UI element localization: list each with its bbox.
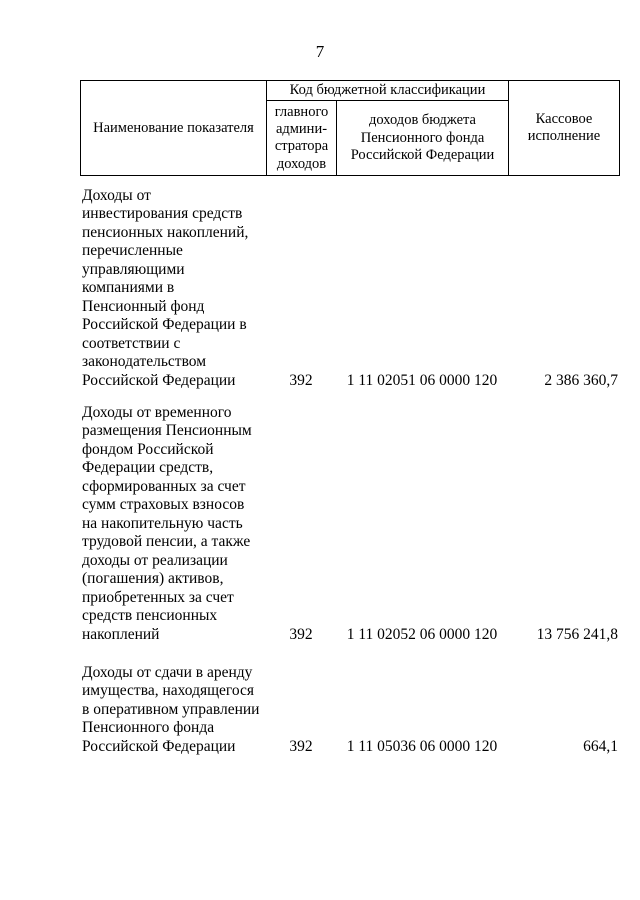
- row-name-line: имущества, находящегося: [82, 682, 255, 699]
- row-name-line: Пенсионный фонд: [82, 297, 205, 315]
- row-name-line: Федерации средств,: [82, 459, 214, 476]
- table-row: [80, 186, 620, 390]
- row-name-line: трудовой пенсии, а также: [82, 533, 251, 550]
- row-name: [82, 404, 282, 645]
- row-name-line: на накопительную часть: [82, 514, 243, 532]
- header-execution-column: Кассовое исполнение: [509, 81, 620, 176]
- header-admin-column: главного админи-стратора доходов: [267, 101, 337, 176]
- row-name-line: размещения Пенсионным: [82, 422, 252, 439]
- row-name-line: доходы от реализации: [82, 551, 228, 569]
- row-name-line: сумм страховых взносов: [82, 496, 245, 513]
- row-name-line: Пенсионного фонда: [82, 719, 215, 736]
- row-name-line: сформированных за счет: [82, 477, 246, 495]
- row-name-line: Доходы от временного: [82, 403, 232, 421]
- row-name-line: инвестирования средств: [82, 205, 243, 222]
- row-name-line: перечисленные: [82, 242, 183, 259]
- row-name-line: (погашения) активов,: [82, 570, 224, 587]
- row-name-line: Российской Федерации: [82, 737, 236, 755]
- row-admin-code: 392: [289, 371, 313, 389]
- row-name-line: Доходы от сдачи в аренду: [82, 663, 253, 681]
- row-name: [82, 664, 282, 757]
- row-amount: 2 386 360,7: [544, 371, 618, 389]
- table-row: [80, 404, 620, 644]
- row-classification-code: 1 11 05036 06 0000 120: [346, 737, 498, 755]
- row-name-line: законодательством: [82, 353, 207, 370]
- row-admin-code: 392: [289, 737, 313, 755]
- row-name-line: управляющими: [82, 260, 185, 278]
- page-number: 7: [315, 42, 325, 61]
- row-name-line: в оперативном управлении: [82, 700, 260, 718]
- row-name-line: Доходы от: [82, 186, 151, 204]
- row-amount: 13 756 241,8: [536, 625, 618, 643]
- row-name-line: средств пенсионных: [82, 607, 218, 624]
- row-name: [82, 187, 282, 391]
- row-name-line: компаниями в: [82, 279, 175, 296]
- row-name-line: Российской Федерации: [82, 371, 236, 389]
- header-revenue-column: доходов бюджета Пенсионного фонда Российской Федерации: [337, 101, 509, 176]
- row-name-line: пенсионных накоплений,: [82, 223, 249, 241]
- row-name-line: приобретенных за счет: [82, 588, 234, 606]
- table-header: [80, 80, 620, 176]
- row-admin-code: 392: [289, 625, 313, 643]
- row-name-line: накоплений: [82, 625, 160, 643]
- row-classification-code: 1 11 02051 06 0000 120: [346, 371, 498, 389]
- row-amount: 664,1: [583, 737, 618, 755]
- header-name-column: Наименование показателя: [81, 81, 267, 176]
- table-row: [80, 662, 620, 756]
- row-classification-code: 1 11 02052 06 0000 120: [346, 625, 498, 643]
- row-name-line: Российской Федерации в: [82, 316, 247, 333]
- header-code-group: Код бюджетной классификации: [267, 81, 509, 101]
- row-name-line: соответствии с: [82, 334, 181, 352]
- row-name-line: фондом Российской: [82, 440, 214, 458]
